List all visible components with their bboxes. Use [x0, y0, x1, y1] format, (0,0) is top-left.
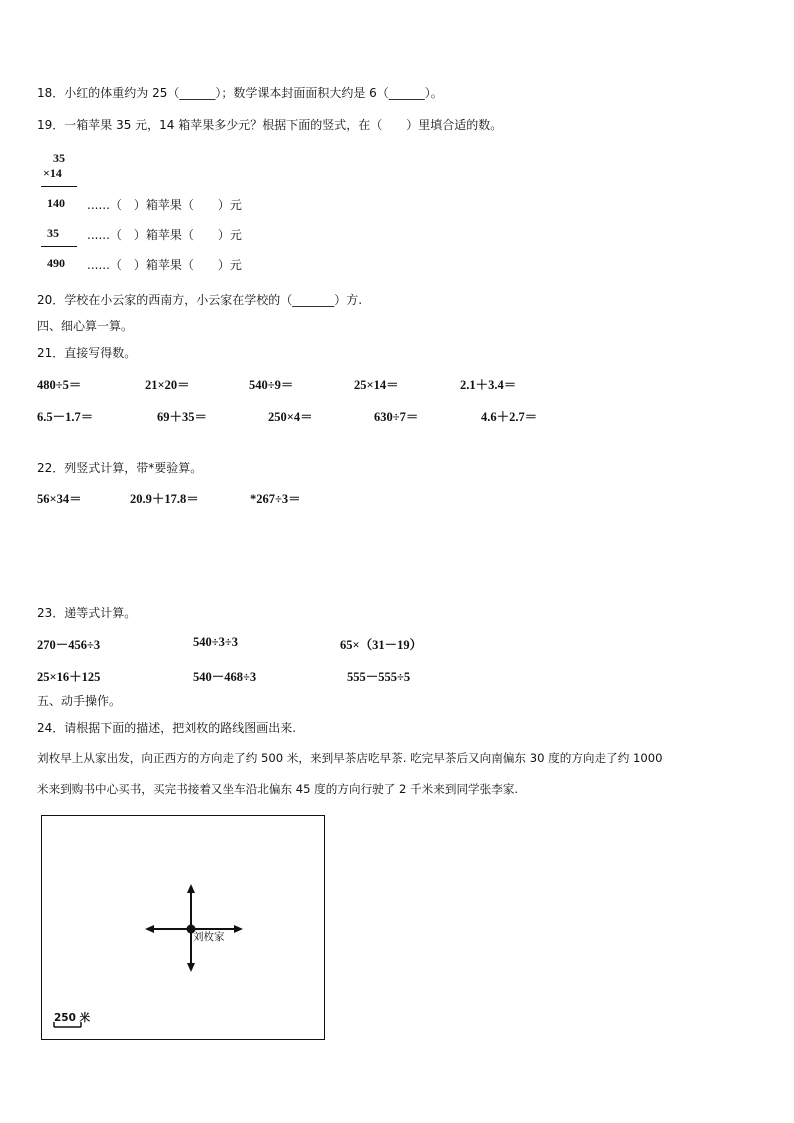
question-23: 23．递等式计算。: [37, 606, 137, 620]
question-18: 18．小红的体重约为 25（______）；数学课本封面面积大约是 6（______）。: [37, 86, 443, 100]
question-24-description: 刘枚早上从家出发，向正西方的方向走了约 500 米，来到早茶店吃早茶. 吃完早茶后又向南偏东 30 度的方向走了约 1000: [37, 751, 663, 765]
calc-item: 4.6＋2.7＝: [481, 410, 538, 424]
calc-item: *267÷3＝: [250, 492, 301, 506]
compass-diagram: [42, 816, 326, 1041]
calc-item: 65×（31－19）: [340, 638, 423, 652]
vertical-row-text: ......（ ）箱苹果（ ）元: [87, 198, 242, 212]
section-5-heading: 五、动手操作。: [37, 694, 122, 708]
calc-item: 540÷3÷3: [193, 635, 238, 649]
vertical-row-value: 35: [47, 226, 59, 240]
question-21: 21．直接写得数。: [37, 346, 137, 360]
route-map-frame: [41, 815, 325, 1040]
calc-item: 630÷7＝: [374, 410, 419, 424]
calc-item: 250×4＝: [268, 410, 313, 424]
section-4-heading: 四、细心算一算。: [37, 319, 134, 333]
calc-item: 25×16＋125: [37, 670, 101, 684]
vertical-row-text: ......（ ）箱苹果（ ）元: [87, 258, 242, 272]
calc-item: 20.9＋17.8＝: [130, 492, 199, 506]
calc-item: 270－456÷3: [37, 638, 101, 652]
scale-label: 250 米: [54, 1012, 91, 1024]
calc-item: 69＋35＝: [157, 410, 208, 424]
question-19: 19．一箱苹果 35 元，14 箱苹果多少元？根据下面的竖式，在（ ）里填合适的数。: [37, 118, 503, 132]
question-20: 20．学校在小云家的西南方，小云家在学校的（_______）方.: [37, 293, 363, 307]
vertical-row-text: ......（ ）箱苹果（ ）元: [87, 228, 242, 242]
vertical-rule: [41, 246, 77, 247]
calc-item: 2.1＋3.4＝: [460, 378, 517, 392]
vertical-top-number: 35: [53, 151, 65, 165]
vertical-row-value: 490: [47, 256, 65, 270]
calc-item: 56×34＝: [37, 492, 82, 506]
vertical-row-value: 140: [47, 196, 65, 210]
vertical-rule: [41, 186, 77, 187]
question-24-description: 米来到购书中心买书，买完书接着又坐车沿北偏东 45 度的方向行驶了 2 千米来到同学张李家.: [37, 782, 519, 796]
calc-item: 480÷5＝: [37, 378, 82, 392]
calc-item: 6.5－1.7＝: [37, 410, 94, 424]
home-label: 刘枚家: [193, 931, 225, 943]
calc-item: 540÷9＝: [249, 378, 294, 392]
question-24: 24．请根据下面的描述，把刘枚的路线图画出来.: [37, 721, 297, 735]
calc-item: 25×14＝: [354, 378, 399, 392]
calc-item: 540－468÷3: [193, 670, 257, 684]
calc-item: 21×20＝: [145, 378, 190, 392]
calc-item: 555－555÷5: [347, 670, 411, 684]
vertical-multiplier: ×14: [43, 166, 62, 180]
question-22: 22．列竖式计算，带*要验算。: [37, 461, 203, 475]
